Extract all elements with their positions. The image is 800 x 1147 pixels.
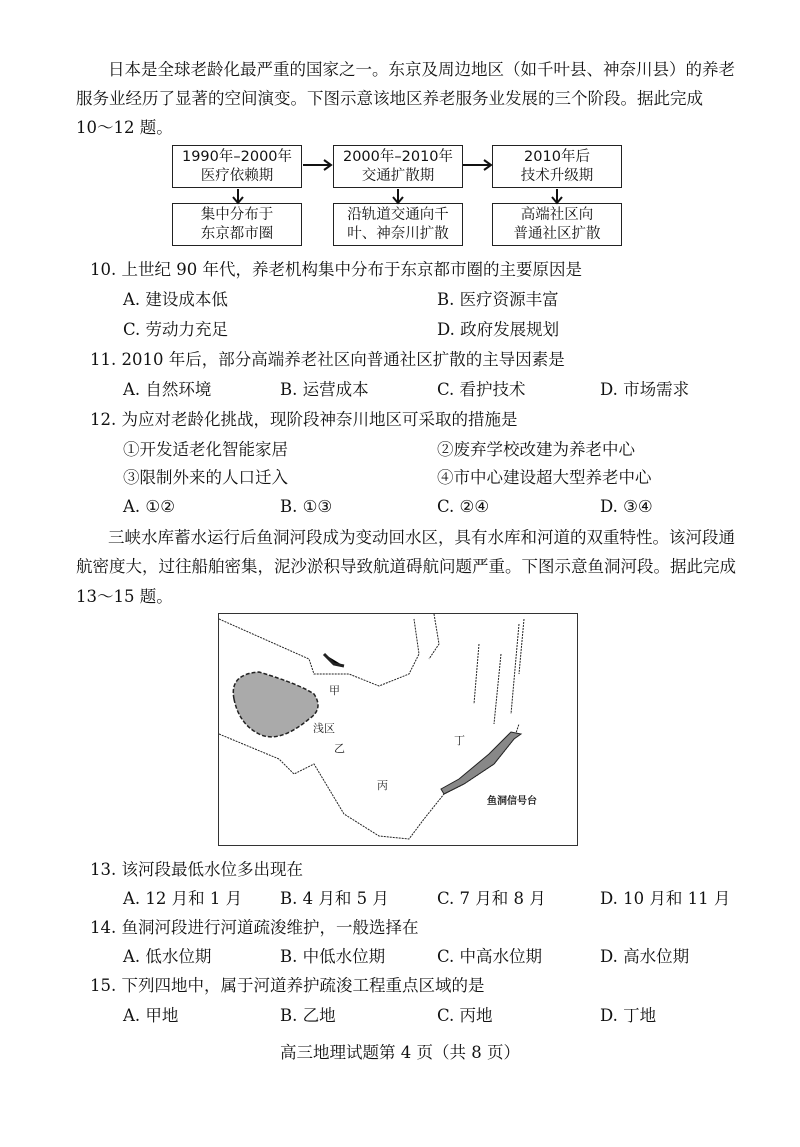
label-yi: 乙 — [334, 742, 345, 755]
q13-option-d: D. 10 月和 11 月 — [600, 889, 731, 908]
flow-arrows — [160, 140, 640, 210]
q12-option-d: D. ③④ — [600, 497, 653, 516]
page-footer: 高三地理试题第 4 页（共 8 页） — [280, 1043, 520, 1062]
q14-option-b: B. 中低水位期 — [280, 947, 386, 966]
q11-option-d: D. 市场需求 — [600, 380, 690, 399]
q12-stem: 12. 为应对老龄化挑战，现阶段神奈川地区可采取的措施是 — [90, 410, 518, 429]
result-text: 集中分布于 — [200, 207, 274, 223]
q13-option-c: C. 7 月和 8 月 — [437, 889, 546, 908]
intro-line: 航密度大，过往船舶密集，泥沙淤积导致航道碍航问题严重。下图示意鱼洞河段。据此完成 — [76, 557, 736, 576]
q12-option-b: B. ①③ — [280, 497, 333, 516]
label-station: 鱼洞信号台 — [487, 796, 537, 807]
label-ding: 丁 — [454, 734, 465, 747]
q10-stem: 10. 上世纪 90 年代，养老机构集中分布于东京都市圈的主要原因是 — [90, 260, 582, 279]
stage-period: 2010年后 — [524, 149, 590, 165]
q10-option-a: A. 建设成本低 — [123, 290, 228, 309]
q10-option-d: D. 政府发展规划 — [437, 320, 560, 339]
q12-option-c: C. ②④ — [437, 497, 490, 516]
q11-option-b: B. 运营成本 — [280, 380, 369, 399]
intro-line: 13～15 题。 — [76, 587, 173, 606]
river-map — [218, 613, 578, 846]
q14-option-a: A. 低水位期 — [123, 947, 212, 966]
stage-name: 技术升级期 — [520, 168, 594, 184]
q12-item: ①开发适老化智能家居 — [123, 440, 288, 459]
result-text: 高端社区向 — [520, 207, 594, 223]
intro-line: 服务业经历了显著的空间演变。下图示意该地区养老服务业发展的三个阶段。据此完成 — [76, 89, 703, 108]
stage-period: 1990年–2000年 — [181, 149, 293, 165]
stage-name: 医疗依赖期 — [200, 168, 274, 184]
label-bing: 丙 — [377, 779, 388, 792]
q14-option-c: C. 中高水位期 — [437, 947, 543, 966]
q13-option-b: B. 4 月和 5 月 — [280, 889, 389, 908]
q11-option-a: A. 自然环境 — [123, 380, 212, 399]
stage-period: 2000年–2010年 — [342, 149, 454, 165]
q12-item: ③限制外来的人口迁入 — [123, 468, 288, 487]
q14-stem: 14. 鱼洞河段进行河道疏浚维护，一般选择在 — [90, 918, 419, 937]
result-text: 东京都市圈 — [200, 226, 274, 242]
q10-option-c: C. 劳动力充足 — [123, 320, 229, 339]
intro-line: 10～12 题。 — [76, 118, 173, 137]
q15-option-d: D. 丁地 — [600, 1006, 657, 1025]
river-map-drawing — [219, 614, 577, 845]
q10-option-b: B. 医疗资源丰富 — [437, 290, 559, 309]
result-text: 叶、神奈川扩散 — [347, 226, 449, 242]
label-shallow: 浅区 — [313, 722, 335, 735]
q13-option-a: A. 12 月和 1 月 — [123, 889, 243, 908]
shallow-area — [233, 672, 318, 737]
q15-stem: 15. 下列四地中，属于河道养护疏浚工程重点区域的是 — [90, 976, 485, 995]
q12-item: ②废弃学校改建为养老中心 — [437, 440, 635, 459]
q15-option-a: A. 甲地 — [123, 1006, 179, 1025]
q12-option-a: A. ①② — [123, 497, 175, 516]
intro-line: 三峡水库蓄水运行后鱼洞河段成为变动回水区，具有水库和河道的双重特性。该河段通 — [108, 528, 735, 547]
intro-line: 日本是全球老龄化最严重的国家之一。东京及周边地区（如千叶县、神奈川县）的养老 — [108, 60, 735, 79]
q11-option-c: C. 看护技术 — [437, 380, 526, 399]
q11-stem: 11. 2010 年后，部分高端养老社区向普通社区扩散的主导因素是 — [90, 350, 565, 369]
result-text: 沿轨道交通向千 — [347, 207, 449, 223]
q13-stem: 13. 该河段最低水位多出现在 — [90, 860, 303, 879]
q15-option-b: B. 乙地 — [280, 1006, 336, 1025]
result-text: 普通社区扩散 — [513, 226, 601, 242]
q15-option-c: C. 丙地 — [437, 1006, 493, 1025]
q12-item: ④市中心建设超大型养老中心 — [437, 468, 652, 487]
revetment — [441, 732, 521, 794]
stage-name: 交通扩散期 — [361, 168, 435, 184]
label-jia: 甲 — [329, 684, 340, 697]
q14-option-d: D. 高水位期 — [600, 947, 690, 966]
